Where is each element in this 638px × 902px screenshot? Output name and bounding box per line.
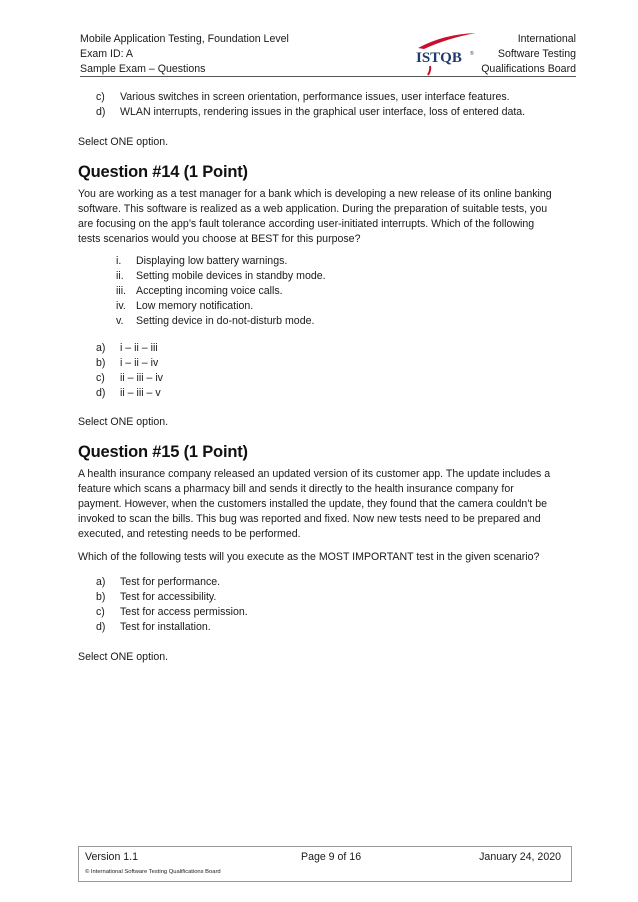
- footer-version: Version 1.1: [85, 851, 139, 863]
- footer-copyright: © International Software Testing Qualifications Board: [85, 869, 221, 875]
- option-a: [78, 341, 558, 356]
- scenario-label: ii.: [116, 270, 124, 282]
- option-text: i – ii – iv: [120, 357, 159, 369]
- option-label: c): [96, 606, 105, 618]
- scenario-iv: [116, 299, 558, 314]
- question-15-body: A health insurance company released an updated version of its customer app. The update includes a feature which scans a pharmacy bill and sends it directly to the health insurance company for payment. However, when the customers installed the update, they found that the camera couldn't be invoked to scan the bills. This bug was reported and fixed. Now new tests need to be prepared and executed, and retesting needs to be performed.: [78, 468, 551, 540]
- option-d: [78, 386, 558, 401]
- header-exam-id: Exam ID: A: [80, 48, 133, 60]
- option-label: a): [96, 576, 106, 588]
- scenario-v: [116, 314, 558, 329]
- header-org-line3: Qualifications Board: [481, 63, 576, 75]
- scenario-label: v.: [116, 315, 124, 327]
- option-text: Test for performance.: [120, 576, 221, 588]
- question-14-scenarios: [78, 254, 558, 329]
- option-text: ii – iii – iv: [120, 372, 163, 384]
- select-instruction: Select ONE option.: [78, 416, 169, 428]
- scenario-label: i.: [116, 255, 122, 267]
- option-text: Test for accessibility.: [120, 591, 217, 603]
- option-label: d): [96, 387, 106, 399]
- option-text: Test for access permission.: [120, 606, 248, 618]
- select-instruction: Select ONE option.: [78, 136, 169, 148]
- footer-page-number: Page 9 of 16: [301, 851, 362, 863]
- footer-date: January 24, 2020: [479, 851, 561, 863]
- option-label: d): [96, 621, 106, 633]
- option-a: [78, 575, 558, 590]
- logo-text: ISTQB: [416, 50, 462, 66]
- option-label: c): [96, 372, 105, 384]
- option-c: [78, 90, 558, 105]
- logo-accent: [428, 66, 430, 75]
- page-header: [80, 32, 576, 76]
- option-label: b): [96, 591, 106, 603]
- header-right: [481, 32, 576, 77]
- option-d: [78, 105, 558, 120]
- header-left: [80, 32, 289, 77]
- question-15-prompt: Which of the following tests will you execute as the MOST IMPORTANT test in the given scenario?: [78, 551, 540, 563]
- option-text: Various switches in screen orientation, performance issues, user interface features.: [120, 91, 510, 103]
- prev-question-options: [78, 90, 558, 120]
- option-c: [78, 371, 558, 386]
- question-15-options: [78, 575, 558, 635]
- page-footer: [78, 846, 572, 882]
- question-14-title: Question #14 (1 Point): [78, 163, 248, 181]
- header-syllabus: Mobile Application Testing, Foundation Level: [80, 33, 289, 45]
- scenario-text: Accepting incoming voice calls.: [136, 285, 283, 297]
- select-instruction: Select ONE option.: [78, 651, 169, 663]
- logo-registered-mark: ®: [470, 51, 474, 57]
- option-label: d): [96, 106, 106, 118]
- scenario-label: iv.: [116, 300, 126, 312]
- option-text: ii – iii – v: [120, 387, 161, 399]
- scenario-text: Setting mobile devices in standby mode.: [136, 270, 326, 282]
- option-label: c): [96, 91, 105, 103]
- question-14-body: You are working as a test manager for a bank which is developing a new release of its online banking software. This software is realized as a web application. During the preparation of suitable tests, you are focusing on the app’s fault tolerance according user-initiated interrupts. Which of the following tests scenarios would you choose at BEST for this purpose?: [78, 188, 552, 245]
- header-org-line2: Software Testing: [497, 48, 576, 60]
- scenario-ii: [116, 269, 558, 284]
- header-sample-exam: Sample Exam – Questions: [80, 63, 206, 75]
- option-text: i – ii – iii: [120, 342, 158, 354]
- scenario-iii: [116, 284, 558, 299]
- option-label: b): [96, 357, 106, 369]
- scenario-text: Displaying low battery warnings.: [136, 255, 288, 267]
- logo-swoosh: [418, 33, 476, 49]
- option-b: [78, 590, 558, 605]
- option-text: Test for installation.: [120, 621, 211, 633]
- header-rule: [80, 76, 576, 77]
- question-14-options: [78, 341, 558, 401]
- header-org-line1: International: [517, 33, 576, 45]
- option-b: [78, 356, 558, 371]
- istqb-logo: [414, 32, 484, 76]
- scenario-label: iii.: [116, 285, 127, 297]
- option-text: WLAN interrupts, rendering issues in the graphical user interface, loss of entered data.: [120, 106, 526, 118]
- question-15-title: Question #15 (1 Point): [78, 443, 248, 461]
- page-content: [78, 90, 558, 665]
- scenario-i: [116, 254, 558, 269]
- option-label: a): [96, 342, 106, 354]
- scenario-text: Setting device in do-not-disturb mode.: [136, 315, 315, 327]
- option-c: [78, 605, 558, 620]
- scenario-text: Low memory notification.: [136, 300, 254, 312]
- option-d: [78, 620, 558, 635]
